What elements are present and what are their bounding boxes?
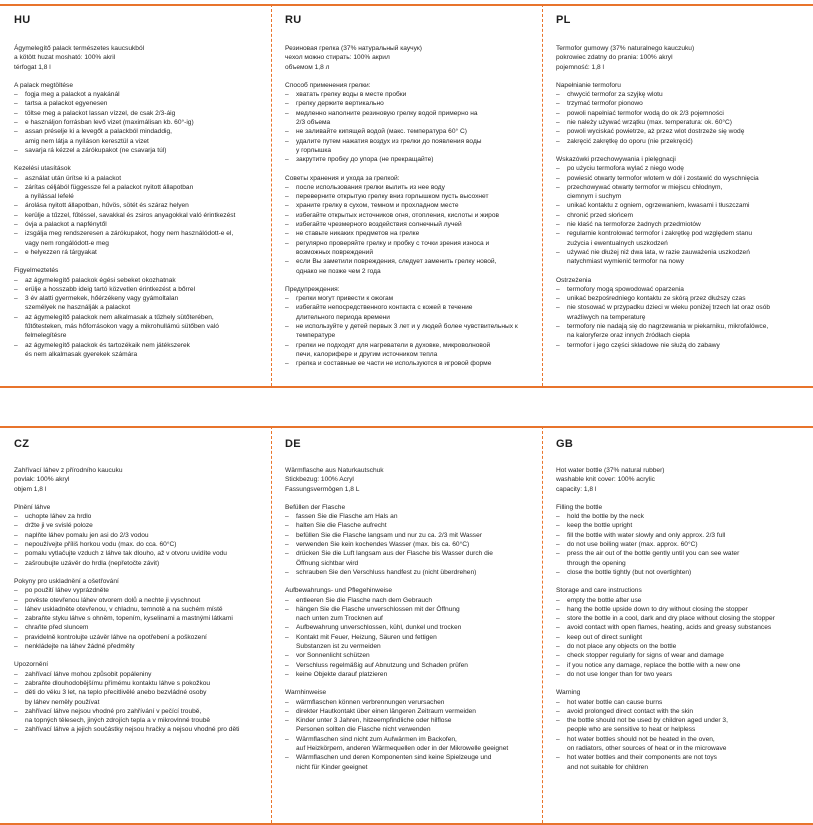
instruction-item: – hang the bottle upside down to dry without closing the stopper [556, 605, 801, 614]
instruction-item: – избегайте чрезмерного воздействия солнечный лучей [285, 220, 530, 229]
instruction-item: – nie kłaść na termoforze żadnych przedmiotów [556, 220, 801, 229]
product-info-line: washable knit cover: 100% acrylic [556, 476, 655, 484]
instruction-item: nach unten zum Trocknen auf [296, 615, 383, 623]
instruction-item: – nie stosować w przypadku dzieci w wieku poniżej trzech lat oraz osób [556, 303, 801, 312]
instruction-item: – nenkládejte na láhev žádné předměty [14, 642, 259, 651]
instruction-item: auf Heizkörpern, anderen Wärmequellen oder in der Mikrowelle geeignet [296, 745, 509, 753]
instruction-item: 2/3 объема [296, 119, 331, 127]
instruction-item: – asználat után ürítse ki a palackot [14, 174, 259, 183]
instruction-item: – direkter Hautkontakt über einen längeren Zeitraum vermeiden [285, 707, 530, 716]
instruction-item: – pravidelně kontrolujte uzávěr láhve na opotřebení a poškození [14, 633, 259, 642]
instruction-item: – zakręcić zakrętkę do oporu (nie przekręcić) [556, 137, 801, 146]
instruction-item: people who are sensitive to heat or helpless [567, 726, 696, 734]
instruction-list [14, 670, 259, 735]
instruction-item: wrażliwych na temperaturę [567, 313, 646, 321]
instruction-item: – az ágymelegítő palackok nem alkalmasak a tűzhely sütőterében, [14, 313, 259, 322]
instruction-item: – удалите путем нажатия воздух из грелки до появления воды [285, 137, 530, 146]
language-code: HU [14, 14, 31, 26]
instruction-item: – befüllen Sie die Flasche langsam und nur zu ca. 2/3 mit Wasser [285, 531, 530, 540]
instruction-item: – если Вы заметили повреждения, следует заменить грелку новой, [285, 257, 530, 266]
instruction-item: – unikać bezpośredniego kontaktu ze skórą przez dłuższy czas [556, 294, 801, 303]
instruction-list [14, 276, 259, 360]
instruction-item: – avoid contact with open flames, heating, acids and greasy substances [556, 623, 801, 632]
instruction-item: and not suitable for children [567, 763, 649, 771]
instruction-item: – регулярно проверяйте грелку и пробку с точки зрения износа и [285, 239, 530, 248]
product-info-line: capacity: 1,8 l [556, 485, 597, 493]
instruction-item: – грелки не подходят для нагреватели в духовке, микроволновой [285, 341, 530, 350]
instruction-item: – zabraňte dlouhodobějšímu přímému kontaktu láhve s pokožkou [14, 679, 259, 688]
instruction-item: – Aufbewahrung unverschlossen, kühl, dunkel und trocken [285, 623, 530, 632]
section-title: Pokyny pro uskladnění a ošetřování [14, 577, 119, 585]
instruction-item: felmelegítésre [25, 332, 67, 340]
instruction-item: vagy nem rongálódott-e meg [25, 239, 109, 247]
product-info-line: Termofor gumowy (37% naturalnego kauczuku) [556, 45, 695, 52]
instruction-list [285, 512, 530, 577]
instruction-item: – po použití láhev vyprázdněte [14, 586, 259, 595]
product-info-line: Zahřívací láhev z přírodního kaucuku [14, 467, 123, 474]
instruction-item: na kaloryferze oraz innych źródłach ciepła [567, 332, 690, 340]
instruction-item: – nepoužívejte příliš horkou vodu (max. do cca. 60°C) [14, 540, 259, 549]
middle-border-top [0, 386, 813, 388]
instruction-item: – грелка и составные ее части не используются в игровой форме [285, 359, 530, 368]
instruction-item: – powiesić otwarty termofor wlotem w dół i zostawić do wyschnięcia [556, 174, 801, 183]
instruction-item: – zahřívací láhve a jejich součástky nejsou hračky a nejsou vhodné pro děti [14, 725, 259, 734]
product-info-line: чехол можно стирать: 100% акрил [285, 54, 390, 62]
instruction-item: – избегайте непосредственного контакта с кожей в течение [285, 303, 530, 312]
panel-gb [542, 426, 813, 825]
instruction-item: – keep out of direct sunlight [556, 633, 801, 642]
instruction-item: – chraňte před sluncem [14, 623, 259, 632]
instruction-item: – avoid prolonged direct contact with the skin [556, 707, 801, 716]
instruction-list [285, 596, 530, 680]
instruction-item: – uchopte láhev za hrdlo [14, 512, 259, 521]
instruction-item: – regularnie kontrolować termofor i zakrętkę pod względem stanu [556, 229, 801, 238]
instruction-item: – hot water bottles should not be heated in the oven, [556, 735, 801, 744]
instruction-item: – hot water bottle can cause burns [556, 698, 801, 707]
language-code: CZ [14, 438, 30, 450]
product-info-line: Stickbezug: 100% Acryl [285, 476, 354, 484]
instruction-item: nicht für Kinder geeignet [296, 763, 368, 771]
instruction-item: – e használjon forrásban levő vizet (maximálisan kb. 60°-ig) [14, 118, 259, 127]
section-title: Aufbewahrungs- und Pflegehinweise [285, 587, 393, 595]
instruction-item: – vor Sonnenlicht schützen [285, 651, 530, 660]
product-info-line: térfogat 1,8 l [14, 63, 51, 71]
instruction-item: – děti do věku 3 let, na teplo přecitlivělé anebo bezvládné osoby [14, 688, 259, 697]
instruction-item: – pomalu vytlačujte vzduch z láhve tak dlouho, až v otvoru uvidíte vodu [14, 549, 259, 558]
instruction-item: – wärmflaschen können verbrennungen verursachen [285, 698, 530, 707]
instruction-item: – do not place any objects on the bottle [556, 642, 801, 651]
instruction-item: amig nem látja a nyíláson keresztül a vizet [25, 137, 149, 145]
instruction-item: – trzymać termofor pionowo [556, 99, 801, 108]
section-title: Upozornění [14, 661, 49, 669]
section-spacer [285, 679, 530, 688]
section-spacer [14, 651, 259, 660]
instruction-item: – избегайте открытых источников огня, отопления, кислоты и жиров [285, 211, 530, 220]
instruction-item: – verwenden Sie kein kochendes Wasser (max. bis ca. 60°C) [285, 540, 530, 549]
section-title: Filling the bottle [556, 503, 603, 511]
instruction-list [285, 698, 530, 772]
instruction-item: – медленно наполните резиновую грелку водой примерно на [285, 109, 530, 118]
instruction-item: печи, калорифере и другим источником тепла [296, 350, 438, 358]
section-spacer [14, 72, 259, 81]
instruction-list [556, 90, 801, 146]
section-spacer [556, 146, 801, 155]
instruction-item: – не используйте у детей первых 3 лет и у людей более чувствительных к [285, 322, 530, 331]
instruction-item: – izsgálja meg rendszeresen a zárókupakot, hogy nem használódott-e el, [14, 229, 259, 238]
instruction-list [285, 183, 530, 276]
language-code: GB [556, 438, 574, 450]
instruction-item: – powoli napełniać termofor wodą do ok 2/3 pojemności [556, 109, 801, 118]
instruction-item: – zabraňte styku láhve s ohněm, topením, kyselinami a mastnými látkami [14, 614, 259, 623]
instruction-item: – не ставьте никаких предметов на грелке [285, 229, 530, 238]
instruction-item: – fassen Sie die Flasche am Hals an [285, 512, 530, 521]
product-info-line: pojemność: 1,8 l [556, 63, 605, 71]
product-info-line: Wärmflasche aus Naturkautschuk [285, 467, 384, 474]
instruction-item: – az ágymelegítő palackok égési sebeket okozhatnak [14, 276, 259, 285]
instruction-list [556, 698, 801, 772]
panel-hu [0, 0, 271, 380]
instruction-item: – zahřívací láhve nejsou vhodné pro zahřívání v pečící troubě, [14, 707, 259, 716]
instruction-item: natychmiast wymienić termofor na nowy [567, 258, 684, 266]
section-spacer [285, 165, 530, 174]
instruction-item: zużycia i ewentualnych uszkodzeń [567, 239, 668, 247]
instruction-item: – po użyciu termofora wylać z niego wodę [556, 164, 801, 173]
instruction-item: – Kinder unter 3 Jahren, hitzeempfindliche oder hilflose [285, 716, 530, 725]
panel-ru [271, 0, 542, 380]
instruction-item: és nem alkalmasak gyerekek számára [25, 350, 138, 358]
instruction-list [14, 174, 259, 258]
section-title: Предупреждения: [285, 285, 340, 293]
product-info-line: объемом 1,8 л [285, 63, 330, 71]
instruction-item: – do not use boiling water (max. approx. 60°C) [556, 540, 801, 549]
instruction-list [14, 512, 259, 568]
section-title: Befüllen der Flasche [285, 503, 346, 511]
section-spacer [556, 267, 801, 276]
instruction-list [14, 90, 259, 155]
instruction-item: – не заливайте кипящей водой (макс. температура 60° C) [285, 127, 530, 136]
instruction-list [14, 586, 259, 651]
section-title: Napełnianie termoforu [556, 81, 621, 89]
instruction-item: – Wärmflaschen und deren Komponenten sind keine Spielzeuge und [285, 753, 530, 762]
instruction-item: – unikać kontaktu z ogniem, ogrzewaniem, kwasami i tłuszczami [556, 201, 801, 210]
instruction-item: – schrauben Sie den Verschluss handfest zu (nicht überdrehen) [285, 568, 530, 577]
instruction-item: – do not use longer than for two years [556, 670, 801, 679]
instruction-item: by láhev neměly používat [25, 698, 100, 706]
product-info-line: Резиновая грелка (37% натуральный каучук) [285, 45, 422, 52]
instruction-item: – termofory nie nadają się do nagrzewania w piekarniku, mikrofalówce, [556, 322, 801, 331]
section-spacer [285, 72, 530, 81]
instruction-item: – az ágymelegítő palackok és tartozékaik nem játékszerek [14, 341, 259, 350]
product-info-line: objem 1,8 l [14, 485, 47, 493]
section-title: Kezelési utasítások [14, 165, 71, 173]
section-title: Storage and care instructions [556, 587, 642, 595]
instruction-item: – Kontakt mit Feuer, Heizung, Säuren und fettigen [285, 633, 530, 642]
instruction-item: – hold the bottle by the neck [556, 512, 801, 521]
instruction-item: fűtőtesteken, más hőforrásokon vagy a mikrohullámú sütőben való [25, 323, 219, 331]
section-title: A palack megtöltése [14, 81, 74, 89]
section-spacer [556, 577, 801, 586]
instruction-list [556, 512, 801, 577]
instruction-item: – после использования грелки вылить из нее воду [285, 183, 530, 192]
section-title: Plnění láhve [14, 503, 51, 511]
instruction-item: a nyílással lefelé [25, 193, 74, 201]
instruction-item: – храните грелку в сухом, темном и прохладном месте [285, 201, 530, 210]
section-spacer [285, 577, 530, 586]
instruction-item: on radiators, other sources of heat or in the microwave [567, 745, 727, 753]
section-title: Warning [556, 689, 581, 697]
instruction-item: – assan préselje ki a levegőt a palackból mindaddig, [14, 127, 259, 136]
product-info-line: Fassungsvermögen 1,8 L [285, 485, 360, 493]
section-spacer [556, 679, 801, 688]
instruction-item: – zárítas céljából függessze fel a palackot nyitott állapotban [14, 183, 259, 192]
section-title: Советы хранения и ухода за грелкой: [285, 174, 400, 182]
instruction-item: – entleeren Sie die Flasche nach dem Gebrauch [285, 596, 530, 605]
instruction-list [556, 285, 801, 350]
instruction-item: through the opening [567, 559, 626, 567]
instruction-item: – переверните открытую грелку вниз горлышком пусть высохнет [285, 192, 530, 201]
instruction-item: однако не позже чем 2 года [296, 267, 381, 275]
instruction-item: Personen sollten die Flasche nicht verwenden [296, 726, 431, 734]
instruction-item: – e helyezzen rá tárgyakat [14, 248, 259, 257]
section-spacer [14, 155, 259, 164]
instruction-item: – przechowywać otwarty termofor w miejscu chłodnym, [556, 183, 801, 192]
section-spacer [14, 494, 259, 503]
section-title: Figyelmeztetés [14, 267, 59, 275]
section-title: Wskazówki przechowywania i pielęgnacji [556, 155, 676, 163]
instruction-item: – chronić przed słońcem [556, 211, 801, 220]
instruction-list [556, 596, 801, 680]
product-info-line: povlak: 100% akryl [14, 476, 70, 484]
instruction-item: длительного периода времени [296, 313, 390, 321]
instruction-item: Öffnung sichtbar wird [296, 559, 359, 567]
language-code: DE [285, 438, 301, 450]
instruction-item: – savarja rá kézzel a zárókupakot (ne csavarja túl) [14, 146, 259, 155]
instruction-item: – árolása nyitott állapotban, hűvös, sötét és száraz helyen [14, 201, 259, 210]
instruction-item: – the bottle should not be used by children aged under 3, [556, 716, 801, 725]
instruction-item: ciemnym i suchym [567, 193, 622, 201]
language-code: RU [285, 14, 302, 26]
instruction-item: – erülje a hosszabb ideig tartó közvetlen érintkezést a bőrrel [14, 285, 259, 294]
instruction-item: – Verschluss regelmäßig auf Abnutzung und Schaden prüfen [285, 661, 530, 670]
section-spacer [14, 257, 259, 266]
instruction-item: – termofory mogą spowodować oparzenia [556, 285, 801, 294]
instruction-list [285, 90, 530, 164]
instruction-item: – powoli wyciskać powietrze, aż przez wlot dostrzeże się wodę [556, 127, 801, 136]
instruction-item: – halten Sie die Flasche aufrecht [285, 521, 530, 530]
section-title: Warnhinweise [285, 689, 327, 697]
instruction-item: – fogja meg a palackot a nyakánál [14, 90, 259, 99]
instruction-item: – używać nie dłużej niż dwa lata, w razie zauważenia uszkodzeń [556, 248, 801, 257]
instruction-item: – хватать грелку воды в месте пробки [285, 90, 530, 99]
instruction-item: – 3 év alatti gyermekek, hőérzékeny vagy gyámoltalan [14, 294, 259, 303]
instruction-list [556, 164, 801, 266]
instruction-item: – zahřívací láhve mohou způsobit popáleniny [14, 670, 259, 679]
panel-pl [542, 0, 813, 380]
instruction-item: – drücken Sie die Luft langsam aus der Flasche bis Wasser durch die [285, 549, 530, 558]
instruction-item: – keep the bottle upright [556, 521, 801, 530]
instruction-item: – close the bottle tightly (but not overtighten) [556, 568, 801, 577]
section-spacer [285, 494, 530, 503]
instruction-item: – check stopper regularly for signs of wear and damage [556, 651, 801, 660]
instruction-item: Substanzen ist zu vermeiden [296, 643, 381, 651]
instruction-item: – zašroubujte uzávěr do hrdla (nepřetočte závit) [14, 559, 259, 568]
instruction-item: – store the bottle in a cool, dark and dry place without closing the stopper [556, 614, 801, 623]
instruction-item: – láhev uskladněte otevřenou, v chladnu, temnotě a na suchém místě [14, 605, 259, 614]
instruction-list [285, 294, 530, 368]
instruction-item: – hot water bottles and their components are not toys [556, 753, 801, 762]
instruction-item: – chwycić termofor za szyjkę wlotu [556, 90, 801, 99]
panel-de [271, 426, 542, 825]
instruction-item: – грелку держите вертикально [285, 99, 530, 108]
instruction-item: – empty the bottle after use [556, 596, 801, 605]
section-spacer [285, 276, 530, 285]
product-info-line: a kötött huzat mosható: 100% akril [14, 54, 116, 62]
instruction-item: – naplňte láhev pomalu jen asi do 2/3 vodou [14, 531, 259, 540]
section-spacer [14, 568, 259, 577]
instruction-item: – грелки могут привести к ожогам [285, 294, 530, 303]
instruction-item: – óvja a palackot a napfénytől [14, 220, 259, 229]
section-spacer [556, 494, 801, 503]
section-spacer [556, 72, 801, 81]
instruction-item: возможных повреждений [296, 248, 374, 256]
instruction-item: – töltse meg a palackot lassan vízzel, de csak 2/3-áig [14, 109, 259, 118]
instruction-item: температуре [296, 332, 336, 340]
instruction-item: – držte ji ve svislé poloze [14, 521, 259, 530]
instruction-item: – keine Objekte darauf platzieren [285, 670, 530, 679]
instruction-item: – fill the bottle with water slowly and only approx. 2/3 full [556, 531, 801, 540]
instruction-item: – hängen Sie die Flasche unverschlossen mit der Öffnung [285, 605, 530, 614]
instruction-item: – nie należy używać wrzątku (max. temperatura: ok. 60°C) [556, 118, 801, 127]
instruction-item: – закрутите пробку до упора (не прекращайте) [285, 155, 530, 164]
product-info-line: Hot water bottle (37% natural rubber) [556, 467, 665, 474]
instruction-item: – kerülje a tűzzel, fűtéssel, savakkal és zsiros anyagokkal való érintkezést [14, 211, 259, 220]
product-info-line: Ágymelegítő palack természetes kaucsukból [14, 45, 145, 52]
instruction-item: – pověste otevřenou láhev otvorem dolů a nechte ji vyschnout [14, 596, 259, 605]
section-title: Способ применения грелки: [285, 81, 371, 89]
instruction-item: személyek ne használják a palackot [25, 304, 131, 312]
language-code: PL [556, 14, 571, 26]
instruction-item: – termofor i jego części składowe nie służą do zabawy [556, 341, 801, 350]
instruction-item: – tartsa a palackot egyenesen [14, 99, 259, 108]
instruction-item: – Wärmflaschen sind nicht zum Aufwärmen im Backofen, [285, 735, 530, 744]
panel-cz [0, 426, 271, 825]
product-info-line: pokrowiec zdatny do prania: 100% akryl [556, 54, 673, 62]
instruction-item: – if you notice any damage, replace the bottle with a new one [556, 661, 801, 670]
instruction-item: na topných tělesech, jiných zdrojích tepla a v mikrovlnné troubě [25, 717, 211, 725]
instruction-item: у горлышка [296, 146, 332, 154]
section-title: Ostrzeżenia [556, 276, 592, 284]
instruction-item: – press the air out of the bottle gently until you can see water [556, 549, 801, 558]
